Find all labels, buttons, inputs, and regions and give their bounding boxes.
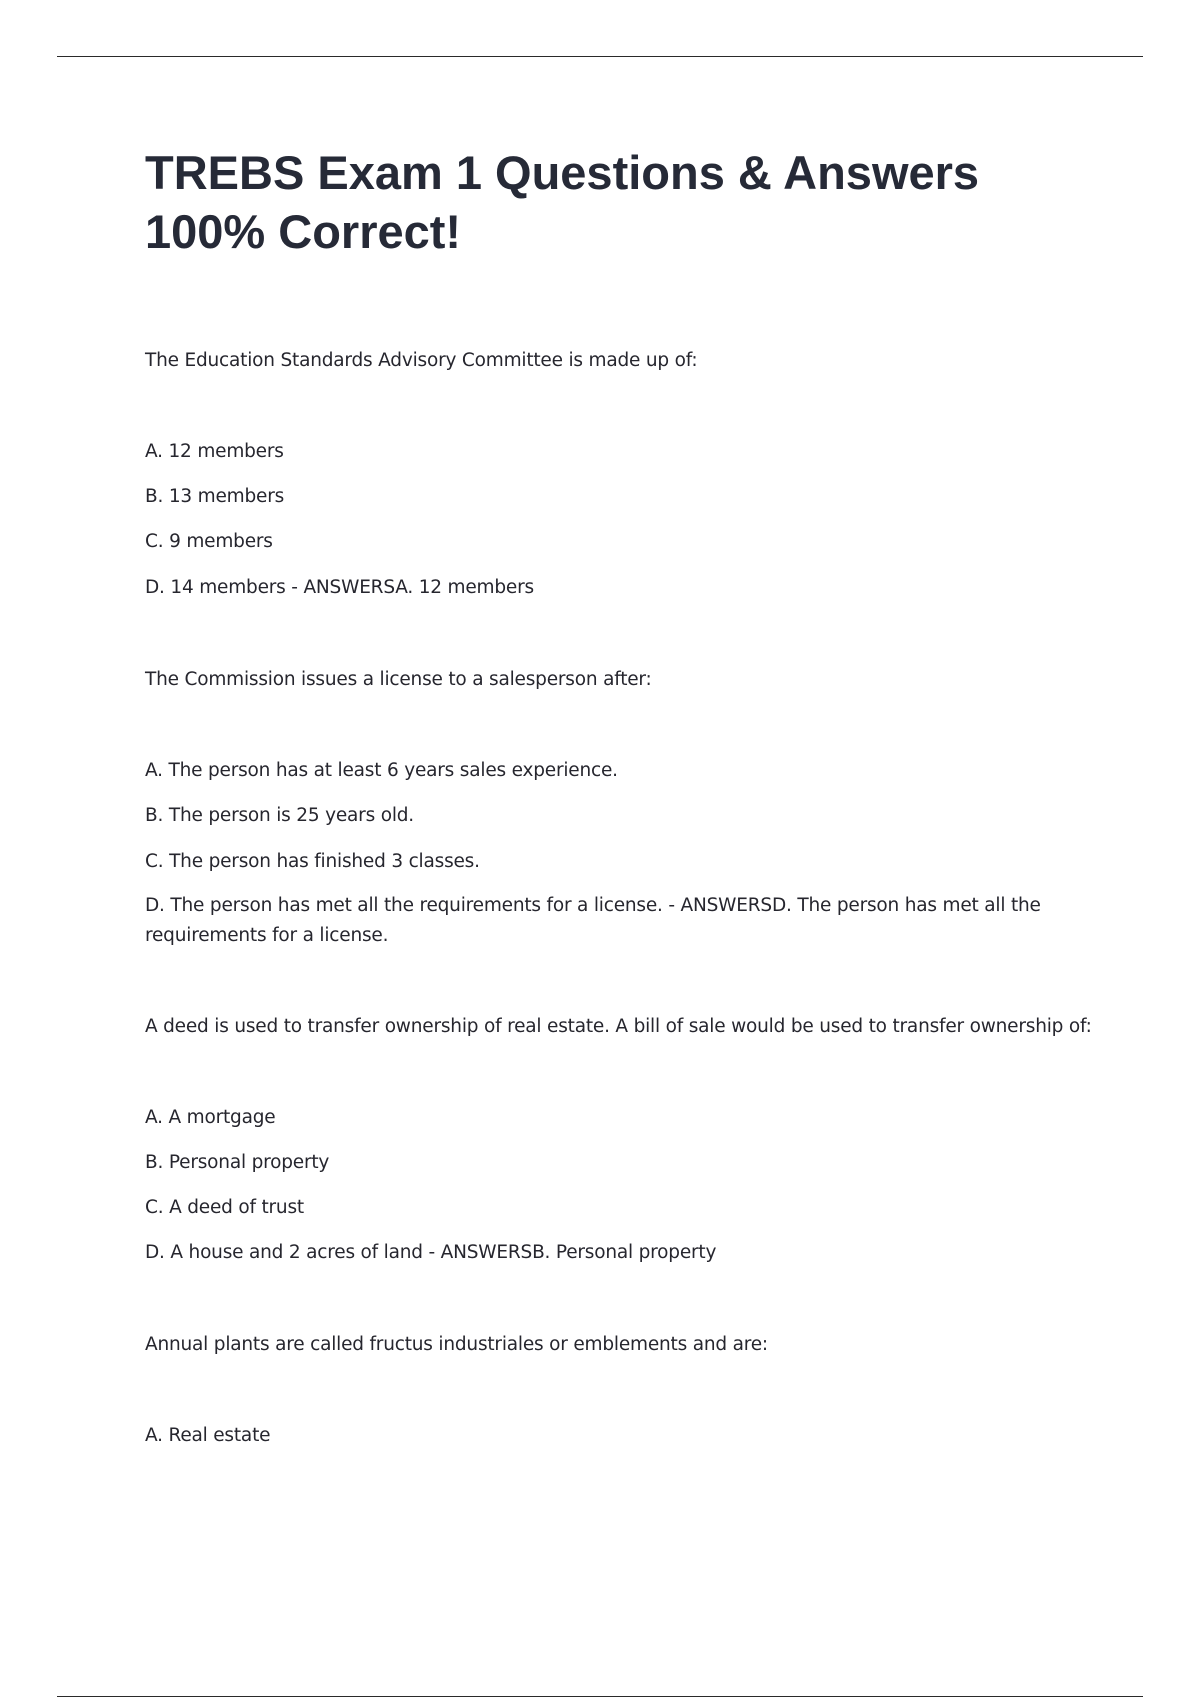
question-2-option-a: A. The person has at least 6 years sales experience. xyxy=(145,760,618,781)
question-1-option-b: B. 13 members xyxy=(145,486,285,507)
question-1-option-c: C. 9 members xyxy=(145,531,273,552)
question-2-option-d: D. The person has met all the requirements for a license. - ANSWERSD. The person has met all the requirements for a license. xyxy=(145,895,1041,946)
question-1-prompt: The Education Standards Advisory Committee is made up of: xyxy=(145,350,698,371)
question-2-option-c: C. The person has finished 3 classes. xyxy=(145,851,480,872)
question-3-option-b: B. Personal property xyxy=(145,1152,330,1173)
document-title: TREBS Exam 1 Questions & Answers 100% Correct! xyxy=(145,146,980,258)
question-4-prompt: Annual plants are called fructus industriales or emblements and are: xyxy=(145,1334,768,1355)
question-2-option-b: B. The person is 25 years old. xyxy=(145,805,414,826)
question-3-option-c: C. A deed of trust xyxy=(145,1197,304,1218)
question-2-prompt: The Commission issues a license to a salesperson after: xyxy=(145,669,652,690)
bottom-rule xyxy=(57,1696,1143,1697)
question-3-prompt: A deed is used to transfer ownership of real estate. A bill of sale would be used to transfer ownership of: xyxy=(145,1016,1092,1037)
question-3-option-d: D. A house and 2 acres of land - ANSWERSB. Personal property xyxy=(145,1242,717,1263)
question-4-option-a: A. Real estate xyxy=(145,1425,271,1446)
question-1-option-a: A. 12 members xyxy=(145,441,284,462)
question-3-option-a: A. A mortgage xyxy=(145,1107,276,1128)
top-rule xyxy=(57,56,1143,57)
question-1-option-d: D. 14 members - ANSWERSA. 12 members xyxy=(145,577,534,598)
